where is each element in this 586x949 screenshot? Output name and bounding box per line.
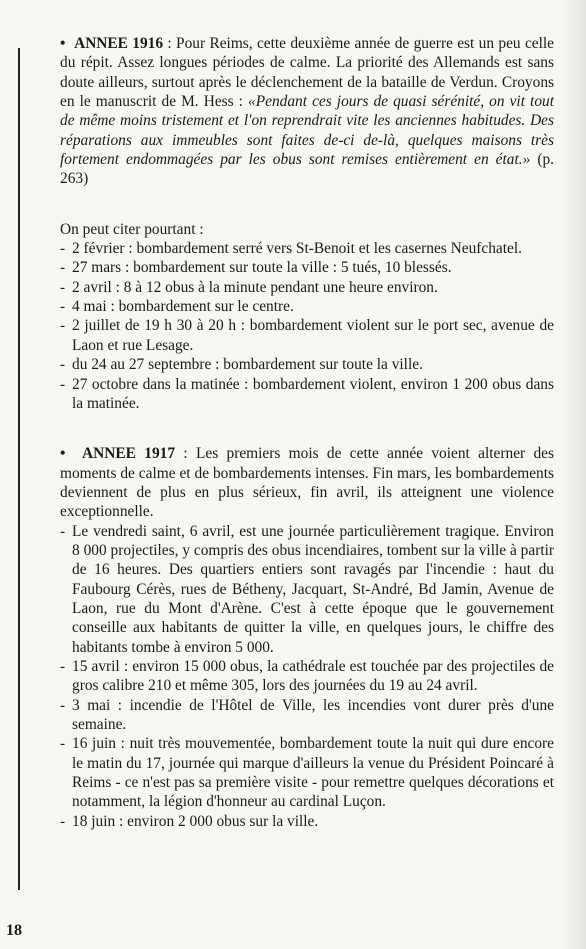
list-item: - 27 mars : bombardement sur toute la ville : 5 tués, 10 blessés. bbox=[60, 259, 452, 277]
text-column bbox=[60, 34, 554, 831]
paragraph-1917 bbox=[60, 444, 554, 521]
text-1917: : Les premiers mois de cette année voient alterner des moments de calme et de bombardements intenses. Fin mars, les bombardements deviennent de plus en plus sérieux, fin avril, ils atteignent une violence exceptionnelle. bbox=[60, 445, 554, 521]
text-1916: : Pour Reims, cette deuxième année de guerre est un peu celle du répit. Assez longues périodes de calme. La priorité des Allemands est sans doute ailleurs, surtout après le déclenchement de la bataille de Verdun. Croyons en le manuscrit de M. Hess : bbox=[60, 35, 554, 111]
list-1917 bbox=[60, 522, 554, 832]
page-edge-shadow bbox=[564, 0, 586, 949]
list-item: - du 24 au 27 septembre : bombardement sur toute la ville. bbox=[60, 356, 423, 374]
bullet-1917: • bbox=[60, 445, 66, 463]
heading-1916: ANNEE 1916 bbox=[74, 35, 164, 52]
paragraph-1916 bbox=[60, 34, 554, 189]
list-item: - 3 mai : incendie de l'Hôtel de Ville, les incendies vont durer près d'une semaine. bbox=[60, 696, 554, 733]
list-item: - 2 avril : 8 à 12 obus à la minute pendant une heure environ. bbox=[60, 278, 438, 296]
list-1916 bbox=[60, 239, 554, 413]
quote-hess: «Pendant ces jours de quasi sérénité, on vit tout de même moins tristement et l'on reprendrait vite les anciennes habitudes. Des réparations aux immeubles sont faites de-ci de-là, quelques maisons très fortement endommagées par les obus sont remises entièrement en état.» bbox=[60, 93, 554, 169]
bullet-1916: • bbox=[60, 35, 66, 52]
list-item: - 2 février : bombardement serré vers St-Benoit et les casernes Neufchatel. bbox=[60, 240, 522, 258]
quote-citation: (p. 263) bbox=[60, 151, 554, 188]
margin-rule bbox=[18, 48, 20, 890]
list-item: - 27 octobre dans la matinée : bombardement violent, environ 1 200 obus dans la matinée. bbox=[60, 375, 554, 412]
list-item: - 4 mai : bombardement sur le centre. bbox=[60, 298, 294, 316]
list-item: - 16 juin : nuit très mouvementée, bombardement toute la nuit qui dure encore le matin du 17, journée qui marque d'ailleurs la venue du Président Poincaré à Reims - ce n'est pas sa première visite - pour remettre quelques décorations et notamment, la légion d'honneur au cardinal Luçon. bbox=[60, 735, 554, 811]
list-item: - Le vendredi saint, 6 avril, est une journée particulièrement tragique. Environ 8 000 projectiles, y compris des obus incendiaires, tombent sur la ville à partir de 16 heures. Des quartiers entiers sont ravagés par l'incendie : haut du Faubourg Cérès, rues de Bétheny, Jacquart, St-André, Bd Jamin, Avenue de Laon, rue du Mont d'Arène. C'est à cette époque que le gouvernement conseille aux habitants de quitter la ville, en quelques jours, le chiffre des habitants tombe à environ 5 000. bbox=[60, 522, 554, 656]
page-number: 18 bbox=[6, 922, 22, 939]
heading-1917: ANNEE 1917 bbox=[82, 445, 176, 463]
list-item: - 18 juin : environ 2 000 obus sur la ville. bbox=[60, 812, 319, 830]
list-intro: On peut citer pourtant : bbox=[60, 220, 204, 238]
list-item: - 15 avril : environ 15 000 obus, la cathédrale est touchée par des projectiles de gros calibre 210 et même 305, lors des journées du 19 au 24 avril. bbox=[60, 657, 554, 695]
list-item: - 2 juillet de 19 h 30 à 20 h : bombardement violent sur le port sec, avenue de Laon et rue Lesage. bbox=[60, 317, 554, 354]
